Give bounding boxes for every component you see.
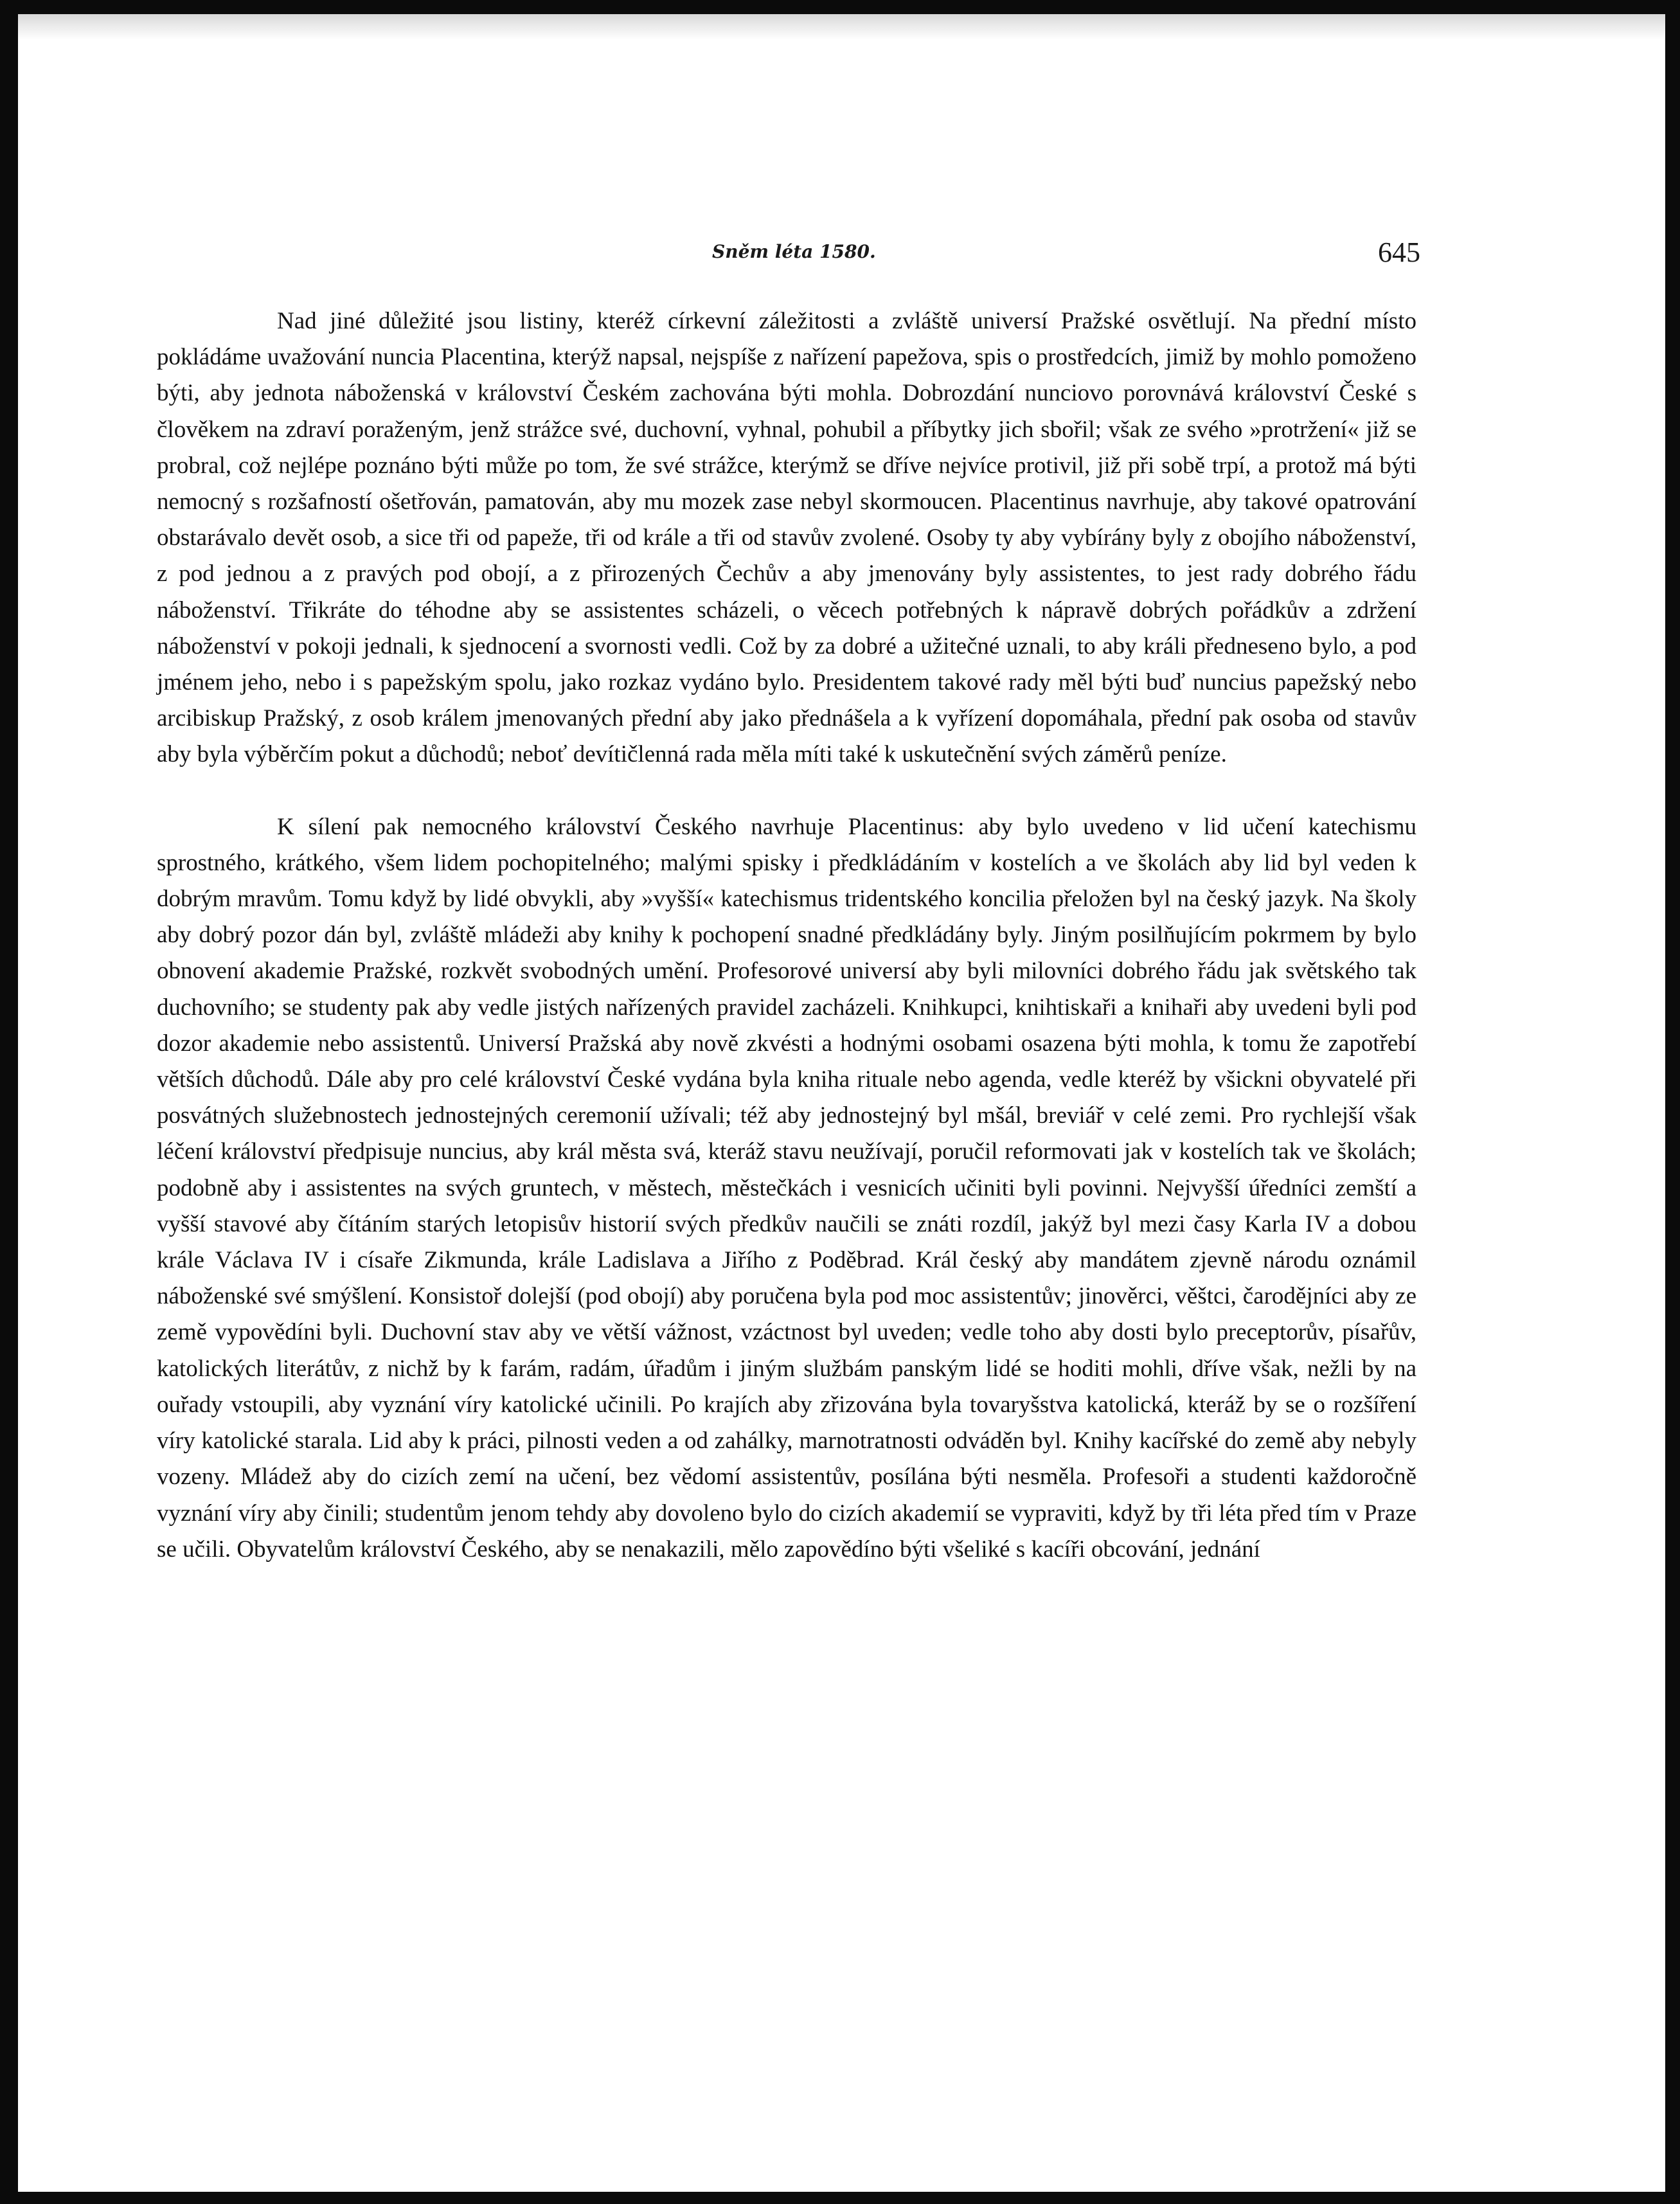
- page-number: 645: [1378, 237, 1420, 268]
- book-page: [18, 14, 1665, 2192]
- body-text: [157, 303, 1416, 1568]
- paragraph-listiny: Nad jiné důležité jsou listiny, kteréž církevní záležitosti a zvláště universí Pražské osvětlují. Na přední místo pokládáme uvažování nuncia Placentina, kterýž napsal, nejspíše z nařízení papežova, spis o prostředcích, jimiž by mohlo pomoženo býti, aby jednota náboženská v království Českém zachována býti mohla. Dobrozdání nunciovo porovnává království České s člověkem na zdraví poraženým, jenž strážce své, duchovní, vyhnal, pohubil a příbytky jich sbořil; však ze svého »protržení« již se probral, což nejlépe poznáno býti může po tom, že své strážce, kterýmž se dříve nejvíce protivil, již při sobě trpí, a protož má býti nemocný s rozšafností ošetřován, pamatován, aby mu mozek zase nebyl skormoucen. Placentinus navrhuje, aby takové opatrování obstarávalo devět osob, a sice tři od papeže, tři od krále a tři od stavův zvolené. Osoby ty aby vybírány byly z obojího náboženství, z pod jednou a z pravých pod obojí, a z přirozených Čechův a aby jmenovány byly assistentes, to jest rady dobrého řádu náboženství. Třikráte do téhodne aby se assistentes scházeli, o věcech potřebných k nápravě dobrých pořádkův a zdržení náboženství v pokoji jednali, k sjednocení a svornosti vedli. Což by za dobré a užitečné uznali, to aby králi předneseno bylo, a pod jménem jeho, nebo i s papežským spolu, jako rozkaz vydáno bylo. Presidentem takové rady měl býti buď nuncius papežský nebo arcibiskup Pražský, z osob králem jmenovaných přední aby jako přednášela a k vyřízení dopomáhala, přední pak osoba od stavův aby byla výběrčím pokut a důchodů; neboť devítičlenná rada měla míti také k uskutečnění svých záměrů peníze.: [157, 308, 1416, 768]
- paragraph-placentinus: K sílení pak nemocného království Českého navrhuje Placentinus: aby bylo uvedeno v lid učení katechismu sprostného, krátkého, všem lidem pochopitelného; malými spisky i předkládáním v kostelích a ve školách aby lid byl veden k dobrým mravům. Tomu když by lidé obvykli, aby »vyšší« katechismus tridentského koncilia přeložen byl na český jazyk. Na školy aby dobrý pozor dán byl, zvláště mládeži aby knihy k pochopení snadné předkládány byly. Jiným posilňujícím pokrmem by bylo obnovení akademie Pražské, rozkvět svobodných umění. Profesorové universí aby byli milovníci dobrého řádu jak světského tak duchovního; se studenty pak aby vedle jistých nařízených pravidel zacházeli. Knihkupci, knihtiskaři a knihaři aby uvedeni byli pod dozor akademie nebo assistentů. Universí Pražská aby nově zkvésti a hodnými osobami osazena býti mohla, k tomu že zapotřebí větších důchodů. Dále aby pro celé království České vydána byla kniha rituale nebo agenda, vedle kteréž by všickni obyvatelé při posvátných služebnostech jednostejných ceremonií užívali; též aby jednostejný byl mšál, breviář v celé zemi. Pro rychlejší však léčení království předpisuje nuncius, aby král města svá, kteráž stavu neužívají, poručil reformovati jak v kostelích tak ve školách; podobně aby i assistentes na svých gruntech, v městech, městečkách i vesnicích učiniti byli povinni. Nejvyšší úředníci zemští a vyšší stavové aby čítáním starých letopisův historií svých předkův naučili se znáti rozdíl, jakýž byl mezi časy Karla IV a dobou krále Václava IV i císaře Zikmunda, krále Ladislava a Jiřího z Poděbrad. Král český aby mandátem zjevně národu oznámil náboženské své smýšlení. Konsistoř dolejší (pod obojí) aby poručena byla pod moc assistentův; jinověrci, věštci, čarodějníci aby ze země vypovědíni byli. Duchovní stav aby ve větší vážnost, vzáctnost byl uveden; vedle toho aby dosti bylo preceptorův, písařův, katolických literátův, z nichž by k farám, radám, úřadům i jiným službám panským lidé se hoditi mohli, dříve však, nežli by na ouřady vstoupili, aby vyznání víry katolické učinili. Po krajích aby zřizována byla tovaryšstva katolická, kteráž by se o rozšíření víry katolické starala. Lid aby k práci, pilnosti veden a od zahálky, marnotratnosti odváděn byl. Knihy kacířské do země aby nebyly vozeny. Mládež aby do cizích zemí na učení, bez vědomí assistentův, posílána býti nesměla. Profesoři a studenti každoročně vyznání víry aby činili; studentům jenom tehdy aby dovoleno bylo do cizích akademií se vypraviti, když by tři léta před tím v Praze se učili. Obyvatelům království Českého, aby se nenakazili, mělo zapovědíno býti všeliké s kacíři obcování, jednání: [157, 813, 1416, 1563]
- running-head: [18, 236, 1665, 274]
- running-title: Sněm léta 1580.: [712, 241, 876, 262]
